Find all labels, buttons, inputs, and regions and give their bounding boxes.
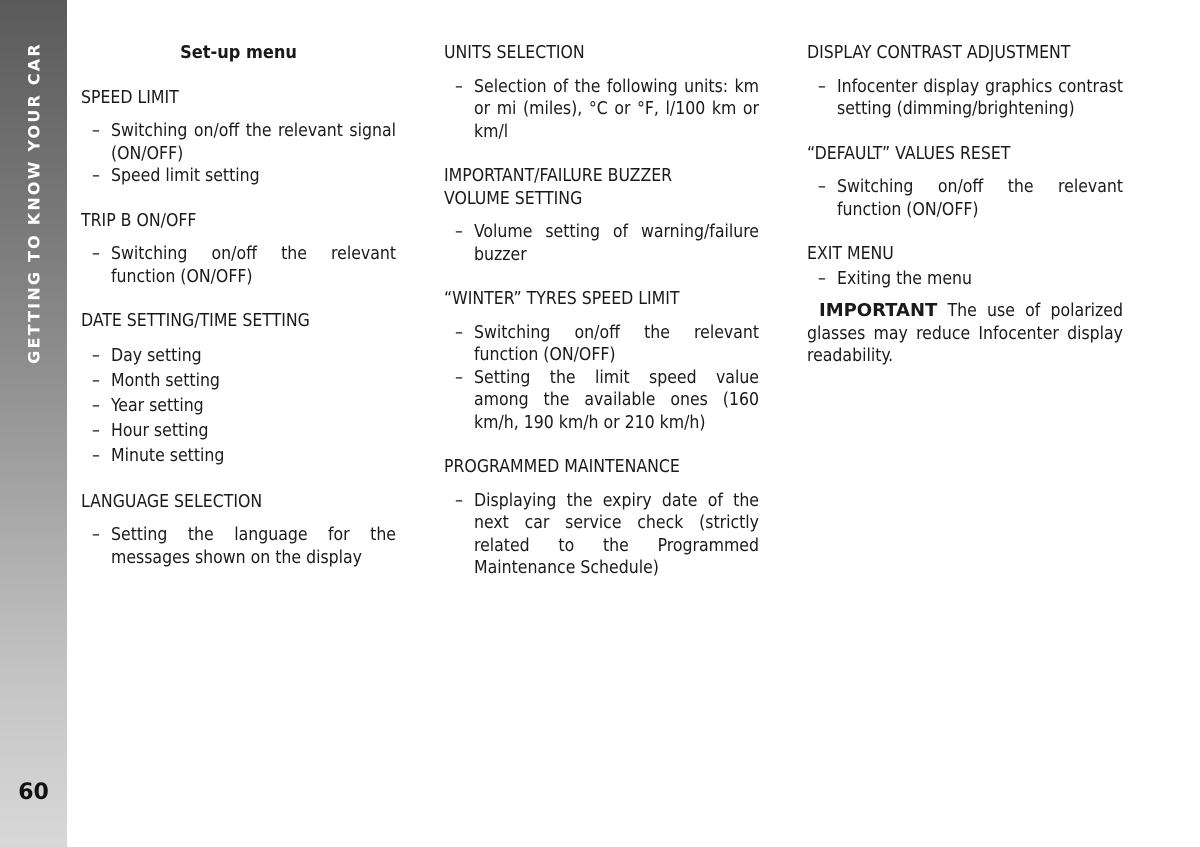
list-item: – Year setting xyxy=(81,394,396,419)
section-default-reset xyxy=(807,143,1123,222)
list-item: – Setting the language for the messages shown on the display xyxy=(81,524,396,569)
section-heading: DISPLAY CONTRAST ADJUSTMENT xyxy=(807,43,1071,63)
section-units xyxy=(444,42,759,143)
section-exit-menu xyxy=(807,243,1123,290)
list-item: – Switching on/off the relevant function (ON/OFF) xyxy=(444,322,759,367)
section-heading: VOLUME SETTING xyxy=(444,188,583,209)
column-2 xyxy=(444,42,759,602)
section-heading: SPEED LIMIT xyxy=(81,87,179,108)
section-contrast xyxy=(807,42,1123,121)
page-number: 60 xyxy=(18,780,49,805)
section-heading: “DEFAULT” VALUES RESET xyxy=(807,143,1011,164)
item-list xyxy=(444,76,759,144)
chapter-sidebar xyxy=(0,0,67,847)
item-list xyxy=(81,524,396,569)
section-heading: IMPORTANT/FAILURE BUZZER xyxy=(444,166,673,186)
list-item: – Month setting xyxy=(81,369,396,394)
column-1 xyxy=(81,42,396,591)
section-maintenance xyxy=(444,456,759,580)
list-item: – Switching on/off the relevant function (ON/OFF) xyxy=(81,243,396,288)
note-text: The use of polarized glasses may reduce Infocenter display readability. xyxy=(807,301,1123,366)
section-buzzer xyxy=(444,165,759,266)
note-label: IMPORTANT xyxy=(819,300,938,321)
item-list xyxy=(444,221,759,266)
item-list xyxy=(807,76,1123,121)
list-item: – Displaying the expiry date of the next car service check (strictly related to the Programmed Maintenance Schedule) xyxy=(444,490,759,580)
section-speed-limit xyxy=(81,87,396,188)
section-heading: DATE SETTING/TIME SETTING xyxy=(81,311,310,331)
item-list xyxy=(81,243,396,288)
list-item: – Setting the limit speed value among the available ones (160 km/h, 190 km/h or 210 km/h) xyxy=(444,367,759,435)
important-note xyxy=(807,300,1123,368)
list-item: – Switching on/off the relevant function (ON/OFF) xyxy=(807,176,1123,221)
section-heading: LANGUAGE SELECTION xyxy=(81,491,263,512)
section-heading: PROGRAMMED MAINTENANCE xyxy=(444,457,680,477)
list-item: – Selection of the following units: km or mi (miles), °C or °F, l/100 km or km/l xyxy=(444,76,759,144)
list-item: – Day setting xyxy=(81,344,396,369)
list-item: – Infocenter display graphics contrast setting (dimming/brightening) xyxy=(807,76,1123,121)
item-list xyxy=(81,344,396,469)
list-item: – Minute setting xyxy=(81,444,396,469)
section-heading: “WINTER” TYRES SPEED LIMIT xyxy=(444,289,680,309)
list-item: – Switching on/off the relevant signal (ON/OFF) xyxy=(81,120,396,165)
section-trip-b xyxy=(81,210,396,289)
chapter-title: GETTING TO KNOW YOUR CAR xyxy=(24,42,44,364)
list-item: – Exiting the menu xyxy=(807,268,1123,291)
section-heading: EXIT MENU xyxy=(807,244,894,264)
section-winter-tyres xyxy=(444,288,759,434)
section-heading: TRIP B ON/OFF xyxy=(81,210,197,231)
item-list xyxy=(444,322,759,435)
list-item: – Hour setting xyxy=(81,419,396,444)
page-title: Set-up menu xyxy=(180,42,297,63)
item-list xyxy=(444,490,759,580)
item-list xyxy=(81,120,396,188)
list-item: – Speed limit setting xyxy=(81,165,396,188)
item-list xyxy=(807,176,1123,221)
column-3 xyxy=(807,42,1123,368)
list-item: – Volume setting of warning/failure buzzer xyxy=(444,221,759,266)
item-list xyxy=(807,268,1123,291)
section-date-time xyxy=(81,310,396,469)
section-language xyxy=(81,491,396,570)
section-heading: UNITS SELECTION xyxy=(444,43,585,63)
